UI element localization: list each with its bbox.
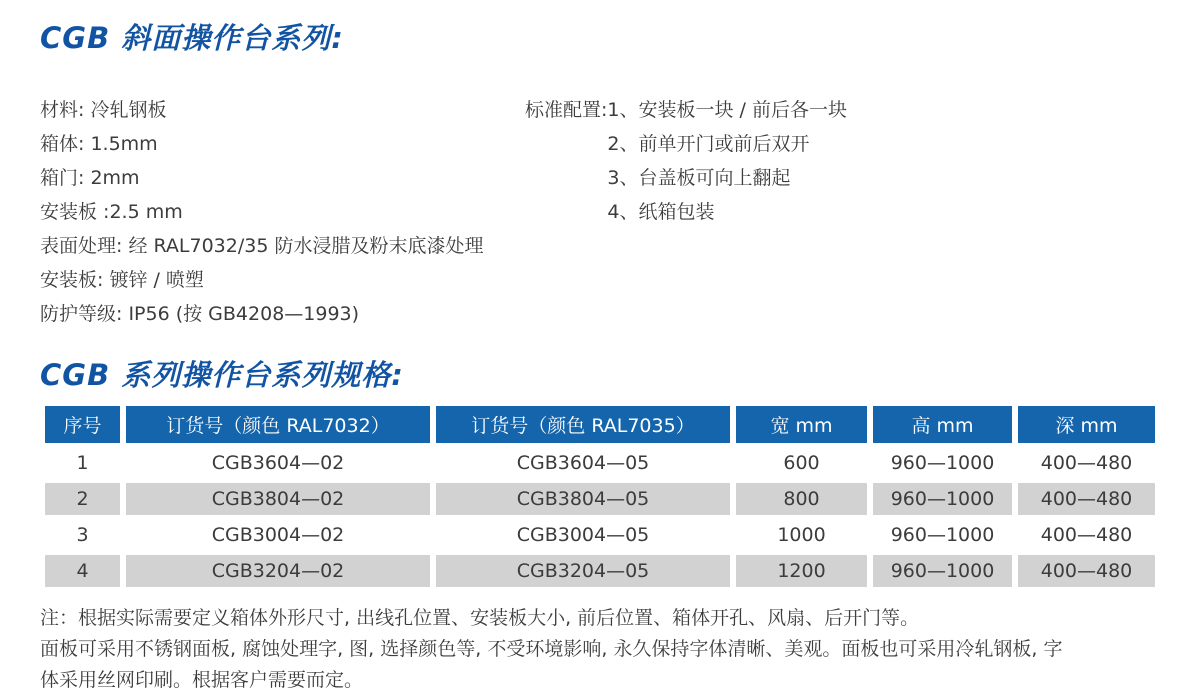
config-item: 4、纸箱包装 xyxy=(607,201,715,223)
config-item: 3、台盖板可向上翻起 xyxy=(607,167,791,189)
series-title: CGB 斜面操作台系列: xyxy=(40,21,344,55)
header-cell-order-ral7035: 订货号（颜色 RAL7035） xyxy=(436,406,730,443)
spec-table xyxy=(45,406,1155,587)
table-cell: 960—1000 xyxy=(873,483,1012,515)
config-item: 2、前单开门或前后双开 xyxy=(607,133,810,155)
spec-line-surface: 表面处理: 经 RAL7032/35 防水浸腊及粉末底漆处理 xyxy=(40,235,484,257)
table-cell: 1200 xyxy=(736,555,867,587)
standard-config xyxy=(525,93,847,331)
table-cell: 4 xyxy=(45,555,120,587)
table-cell: 400—480 xyxy=(1018,447,1155,479)
table-row xyxy=(45,555,1155,587)
table-cell: 960—1000 xyxy=(873,519,1012,551)
table-row xyxy=(45,483,1155,515)
note-line: 面板可采用不锈钢面板, 腐蚀处理字, 图, 选择颜色等, 不受环境影响, 永久保持字体清晰、美观。面板也可采用冷轧钢板, 字 xyxy=(40,638,1063,660)
table-cell: 960—1000 xyxy=(873,447,1012,479)
table-cell: 3 xyxy=(45,519,120,551)
config-item: 1、安装板一块 / 前后各一块 xyxy=(607,99,847,121)
table-cell: CGB3604—02 xyxy=(126,447,430,479)
table-cell: 1 xyxy=(45,447,120,479)
spec-line-plate-finish: 安装板: 镀锌 / 喷塑 xyxy=(40,269,204,291)
table-cell: 600 xyxy=(736,447,867,479)
table-cell: CGB3604—05 xyxy=(436,447,730,479)
intro-section xyxy=(40,93,1160,331)
table-cell: CGB3804—02 xyxy=(126,483,430,515)
spec-line-material: 材料: 冷轧钢板 xyxy=(40,99,167,121)
table-row xyxy=(45,447,1155,479)
header-cell-order-ral7032: 订货号（颜色 RAL7032） xyxy=(126,406,430,443)
config-items xyxy=(607,93,847,229)
table-cell: 400—480 xyxy=(1018,483,1155,515)
header-cell-index: 序号 xyxy=(45,406,120,443)
notes xyxy=(40,603,1160,696)
config-label: 标准配置: xyxy=(525,99,608,121)
note-line: 体采用丝网印刷。根据客户需要而定。 xyxy=(40,669,364,691)
note-line: 注：根据实际需要定义箱体外形尺寸, 出线孔位置、安装板大小, 前后位置、箱体开孔、风扇、后开门等。 xyxy=(40,607,920,629)
table-body xyxy=(45,447,1155,587)
table-cell: CGB3204—05 xyxy=(436,555,730,587)
spec-line-body: 箱体: 1.5mm xyxy=(40,133,158,155)
header-cell-width: 宽 mm xyxy=(736,406,867,443)
table-cell: CGB3004—05 xyxy=(436,519,730,551)
table-cell: 800 xyxy=(736,483,867,515)
spec-line-protection: 防护等级: IP56 (按 GB4208—1993) xyxy=(40,303,360,325)
spec-line-mounting-plate: 安装板 :2.5 mm xyxy=(40,201,183,223)
material-specs xyxy=(40,93,525,331)
table-row xyxy=(45,519,1155,551)
table-cell: 400—480 xyxy=(1018,519,1155,551)
spec-line-door: 箱门: 2mm xyxy=(40,167,140,189)
table-cell: CGB3204—02 xyxy=(126,555,430,587)
table-cell: CGB3004—02 xyxy=(126,519,430,551)
table-cell: 1000 xyxy=(736,519,867,551)
table-header-row xyxy=(45,406,1155,443)
spec-table-title: CGB 系列操作台系列规格: xyxy=(40,358,404,392)
table-cell: CGB3804—05 xyxy=(436,483,730,515)
table-cell: 960—1000 xyxy=(873,555,1012,587)
header-cell-height: 高 mm xyxy=(873,406,1012,443)
table-cell: 2 xyxy=(45,483,120,515)
header-cell-depth: 深 mm xyxy=(1018,406,1155,443)
table-cell: 400—480 xyxy=(1018,555,1155,587)
